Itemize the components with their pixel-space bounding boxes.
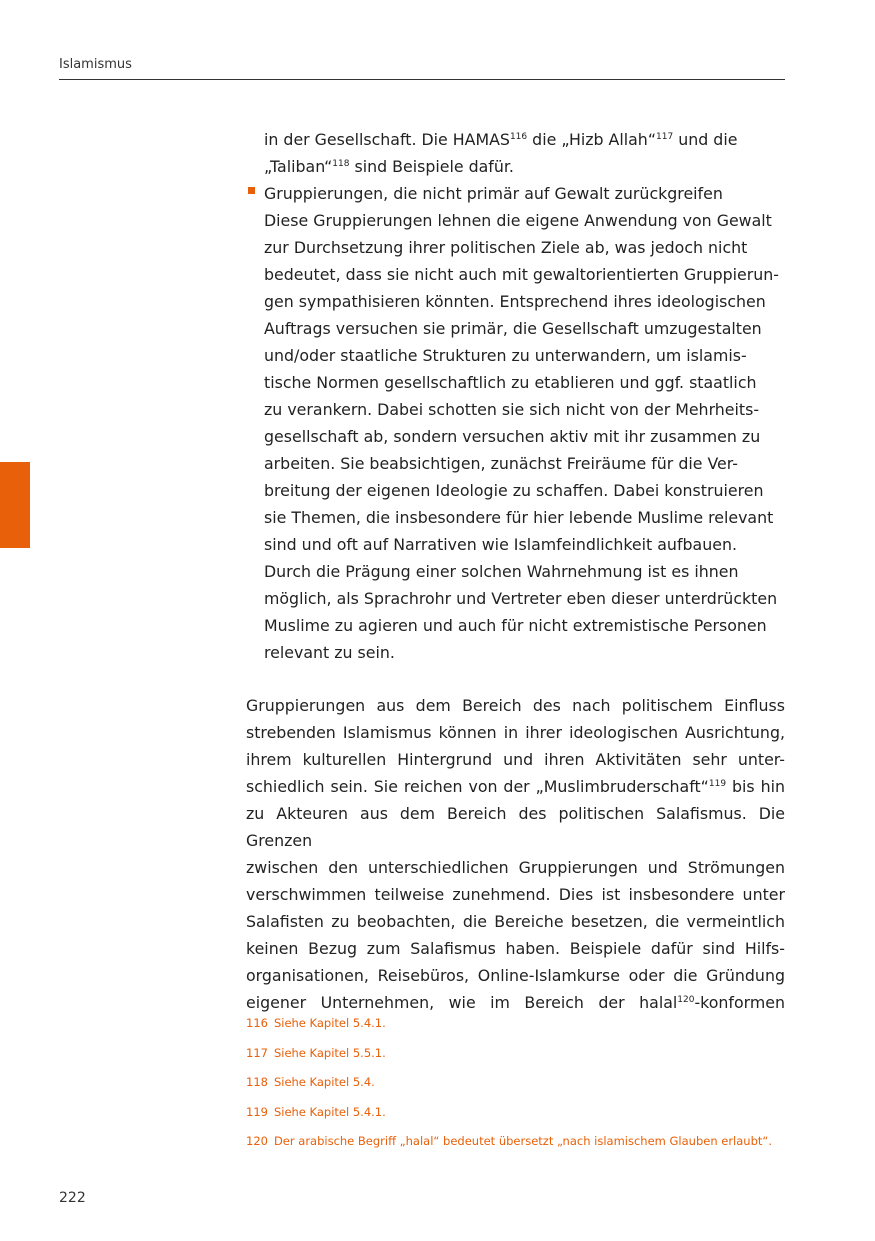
text-run: strebenden Islamismus können in ihrer ideologischen Ausrichtung, — [246, 723, 785, 742]
bullet-body-line: gesellschaft ab, sondern versuchen aktiv mit ihr zusammen zu — [264, 427, 761, 446]
footnote-number: 119 — [246, 1104, 268, 1119]
paragraph-line — [246, 881, 785, 908]
bullet-body-line: sind und oft auf Narrativen wie Islamfeindlichkeit aufbauen. — [264, 535, 737, 554]
footnote-text: Siehe Kapitel 5.4.1. — [273, 1104, 386, 1119]
bullet-body-line: relevant zu sein. — [264, 643, 395, 662]
body-paragraph — [246, 692, 785, 1016]
footnote-number: 117 — [246, 1045, 268, 1060]
bullet-body-line: und/oder staatliche Strukturen zu unterwandern, um islamis- — [264, 346, 747, 365]
bullet-heading: Gruppierungen, die nicht primär auf Gewalt zurückgreifen — [264, 184, 723, 203]
text-run: und die — [673, 130, 738, 149]
continuation-line-2 — [264, 153, 786, 180]
paragraph-line — [246, 800, 785, 854]
bullet-body-line: Auftrags versuchen sie primär, die Gesellschaft umzugestalten — [264, 319, 762, 338]
bullet-body-line: Durch die Prägung einer solchen Wahrnehmung ist es ihnen — [264, 562, 739, 581]
text-run: sind Beispiele dafür. — [349, 157, 514, 176]
text-run: keinen Bezug zum Salafismus haben. Beispiele dafür sind Hilfs- — [246, 939, 785, 958]
footnote-text: Siehe Kapitel 5.4.1. — [273, 1016, 386, 1030]
paragraph-line — [246, 989, 785, 1016]
footnote-number: 118 — [246, 1075, 268, 1089]
footnote-text: Der arabische Begriff „halal“ bedeutet übersetzt „nach islamischem Glauben erlaubt“. — [273, 1134, 773, 1148]
footnote-reference: 118 — [332, 159, 350, 169]
bullet-body-line: zu verankern. Dabei schotten sie sich nicht von der Mehrheits- — [264, 400, 760, 419]
text-run: „Taliban“ — [264, 157, 333, 176]
footnote-item — [246, 1134, 806, 1164]
text-run: eigener Unternehmen, wie im Bereich der halal — [246, 993, 678, 1012]
paragraph-line — [246, 719, 785, 746]
running-header: Islamismus — [59, 57, 132, 72]
text-run: organisationen, Reisebüros, Online-Islamkurse oder die Gründung — [246, 966, 785, 985]
bullet-item — [264, 180, 786, 666]
text-run: verschwimmen teilweise zunehmend. Dies ist insbesondere unter — [246, 885, 785, 904]
footnote-reference: 116 — [509, 132, 528, 142]
bullet-body-line: bedeutet, dass sie nicht auch mit gewaltorientierten Gruppierun- — [264, 265, 779, 284]
paragraph-line — [246, 908, 785, 935]
text-run: -konformen — [694, 993, 785, 1012]
bullet-body-line: gen sympathisieren könnten. Entsprechend ihres ideologischen — [264, 292, 766, 311]
text-run: ihrem kulturellen Hintergrund und ihren Aktivitäten sehr unter- — [246, 750, 785, 769]
footnotes — [246, 1016, 806, 1164]
bullet-body-line: arbeiten. Sie beabsichtigen, zunächst Freiräume für die Ver- — [264, 454, 738, 473]
continuation-line-1 — [264, 126, 786, 153]
bullet-body-line: tische Normen gesellschaftlich zu etablieren und ggf. staatlich — [264, 373, 757, 392]
footnote-text: Siehe Kapitel 5.4. — [273, 1075, 375, 1089]
footnote-number: 120 — [246, 1134, 268, 1148]
paragraph-line — [246, 746, 785, 773]
bullet-body-line: breitung der eigenen Ideologie zu schaffen. Dabei konstruieren — [264, 481, 764, 500]
text-run: die „Hizb Allah“ — [527, 130, 657, 149]
text-run: bis hin — [726, 777, 785, 796]
bullet-body-line: Muslime zu agieren und auch für nicht extremistische Personen — [264, 616, 767, 635]
bullet-body-line: Diese Gruppierungen lehnen die eigene Anwendung von Gewalt — [264, 211, 772, 230]
text-run: in der Gesellschaft. Die HAMAS — [264, 130, 510, 149]
bullet-body-line: sie Themen, die insbesondere für hier lebende Muslime relevant — [264, 508, 774, 527]
bullet-body-line: möglich, als Sprachrohr und Vertreter eben dieser unterdrückten — [264, 589, 778, 608]
footnote-item — [246, 1016, 806, 1046]
paragraph-line — [246, 962, 785, 989]
bullet-body — [264, 207, 786, 666]
footnote-reference: 119 — [708, 779, 727, 789]
text-run: zu Akteuren aus dem Bereich des politischen Salafismus. Die Grenzen — [246, 804, 785, 850]
bullet-marker — [248, 187, 255, 194]
paragraph-line — [246, 935, 785, 962]
text-run: Salafisten zu beobachten, die Bereiche besetzen, die vermeintlich — [246, 912, 785, 931]
continuation-text — [264, 126, 786, 180]
text-run: zwischen den unterschiedlichen Gruppierungen und Strömungen — [246, 858, 785, 877]
bullet-body-line: zur Durchsetzung ihrer politischen Ziele ab, was jedoch nicht — [264, 238, 748, 257]
paragraph-line — [246, 854, 785, 881]
header-rule — [59, 79, 785, 80]
paragraph-line — [246, 773, 785, 800]
footnote-number: 116 — [246, 1016, 268, 1030]
text-run: schiedlich sein. Sie reichen von der „Muslimbruderschaft“ — [246, 777, 709, 796]
paragraph-line — [246, 692, 785, 719]
footnote-text: Siehe Kapitel 5.5.1. — [273, 1045, 386, 1060]
footnote-item — [246, 1105, 806, 1135]
chapter-side-tab — [0, 462, 30, 548]
page-number: 222 — [59, 1190, 86, 1206]
text-run: Gruppierungen aus dem Bereich des nach politischem Einfluss — [246, 696, 785, 715]
footnote-reference: 117 — [656, 132, 674, 142]
footnote-reference: 120 — [677, 995, 695, 1005]
footnote-item — [246, 1046, 806, 1076]
footnote-item — [246, 1075, 806, 1105]
